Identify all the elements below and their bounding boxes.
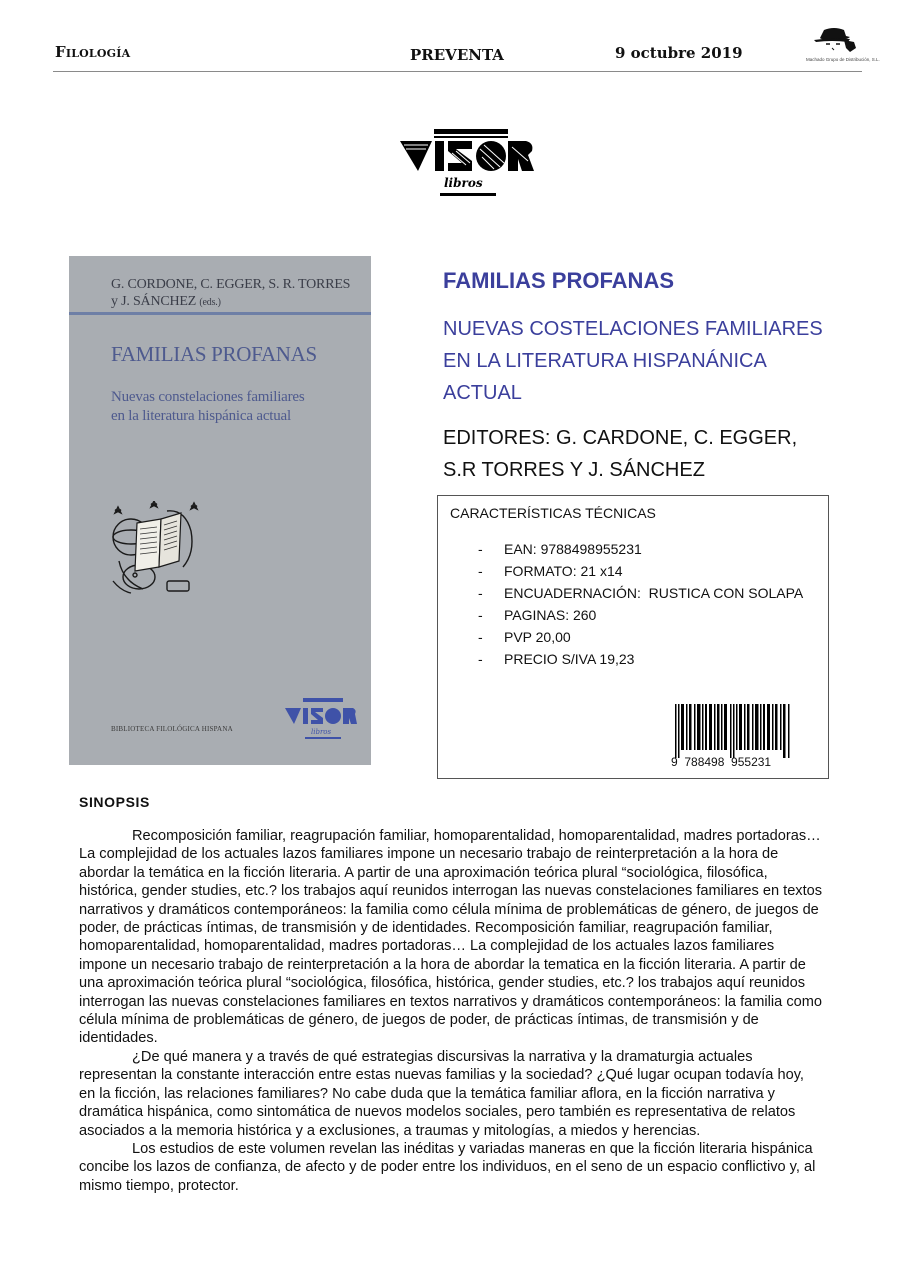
book-editors xyxy=(443,422,843,486)
cover-authors-eds: (eds.) xyxy=(199,297,221,308)
man-with-hat-logo-icon xyxy=(806,26,866,58)
specs-list xyxy=(478,538,803,670)
book-subtitle-line: NUEVAS COSTELACIONES FAMILIARES xyxy=(443,318,823,340)
cover-series-name: BIBLIOTECA FILOLÓGICA HISPANA xyxy=(111,725,233,733)
bullet-dash: - xyxy=(478,563,483,579)
visor-libros-logo xyxy=(400,127,534,201)
svg-text:libros: libros xyxy=(444,176,483,190)
book-subtitle-line: EN LA LITERATURA HISPANÁNICA xyxy=(443,350,767,372)
cover-title: FAMILIAS PROFANAS xyxy=(111,342,317,366)
synopsis-paragraph: Los estudios de este volumen revelan las inéditas y variadas maneras en que la ficción literaria hispánica concibe los lazos de confianza, de afecto y de poder entre los individuos, en el seno de un espacio conflictivo y, al mismo tiempo, protector. xyxy=(79,1140,816,1194)
synopsis-body xyxy=(79,827,824,1195)
distributor-caption: Machado Grupo de Distribución, S.L. xyxy=(806,57,880,62)
bullet-dash: - xyxy=(478,629,483,645)
header-status-label: PREVENTA xyxy=(410,46,504,64)
cover-authors xyxy=(111,276,350,311)
bullet-dash: - xyxy=(478,607,483,623)
cover-rule xyxy=(69,312,371,315)
visor-libros-logo-icon xyxy=(400,127,534,201)
book-subtitle xyxy=(443,313,843,409)
cover-subtitle-line1: Nuevas constelaciones familiares xyxy=(111,389,305,405)
spec-item-price-no-vat xyxy=(478,648,803,670)
synopsis-heading: SINOPSIS xyxy=(79,794,150,810)
spec-item-format xyxy=(478,560,803,582)
cover-visor-logo-icon xyxy=(285,696,357,742)
barcode-icon xyxy=(675,704,791,758)
bullet-dash: - xyxy=(478,541,483,557)
spec-item-binding xyxy=(478,582,803,604)
book-editors-line: EDITORES: G. CARDONE, C. EGGER, xyxy=(443,427,798,449)
barcode-digits: 9 788498 955231 xyxy=(671,755,772,769)
synopsis-paragraph: ¿De qué manera y a través de qué estrategias discursivas la narrativa y la dramaturgia actuales representan la constante interacción entre estas nuevas familias y la sociedad? ¿Qué lugar ocupan todavía hoy, en la ficción, las relaciones familiares? No cabe duda que la temática familiar aflora, en la ficción narrativa y dramática hispánica, como sintomática de nuevos modelos sociales, pero también es representativa de relatos asociados a la memoria histórica y a exclusiones, a traumas y mitologías, a miedos y herencias. xyxy=(79,1048,804,1139)
svg-text:libros: libros xyxy=(311,728,332,736)
book-emblem-icon xyxy=(109,501,205,601)
spec-text: ENCUADERNACIÓN: RUSTICA CON SOLAPA xyxy=(504,585,804,601)
bullet-dash: - xyxy=(478,651,483,667)
cover-subtitle-line2: en la literatura hispánica actual xyxy=(111,408,291,424)
spec-text: PAGINAS: 260 xyxy=(504,607,597,623)
book-cover-image xyxy=(69,256,371,765)
header-date: 9 octubre 2019 xyxy=(615,44,743,62)
book-subtitle-line: ACTUAL xyxy=(443,382,522,404)
specs-title: CARACTERÍSTICAS TÉCNICAS xyxy=(450,505,656,521)
bullet-dash: - xyxy=(478,585,483,601)
book-title: FAMILIAS PROFANAS xyxy=(443,268,675,293)
spec-item-ean xyxy=(478,538,803,560)
spec-item-pages xyxy=(478,604,803,626)
spec-text: PVP 20,00 xyxy=(504,629,571,645)
cover-authors-line2-text: y J. SÁNCHEZ xyxy=(111,294,197,309)
header-divider xyxy=(53,71,862,72)
spec-text: EAN: 9788498955231 xyxy=(504,541,642,557)
book-editors-line: S.R TORRES Y J. SÁNCHEZ xyxy=(443,459,705,481)
spec-text: PRECIO S/IVA 19,23 xyxy=(504,651,635,667)
cover-authors-line1: G. CORDONE, C. EGGER, S. R. TORRES xyxy=(111,277,351,292)
technical-specs-box xyxy=(437,495,829,779)
spec-text: FORMATO: 21 x14 xyxy=(504,563,623,579)
barcode xyxy=(671,704,793,768)
distributor-logo xyxy=(806,26,880,66)
cover-authors-line2 xyxy=(111,293,350,311)
header-section-label: Filología xyxy=(55,43,131,61)
synopsis-paragraph: Recomposición familiar, reagrupación familiar, homoparentalidad, homoparentalidad, madres portadoras… La complejidad de los actuales lazos familiares impone un necesario trabajo de reinterpretación a la hora de abordar la temática en la ficción literaria. A partir de una aproximación teórica plural “sociológica, filosófica, histórica, gender studies, etc.? los trabajos aquí reunidos interrogan las nuevas constelaciones familiares en textos narrativos y dramáticos contemporáneos: la familia como célula mínima de problemáticas de género, de juegos de poder, de prácticas íntimas, de transmisión y de identidades. Recomposición familiar, reagrupación familiar, homoparentalidad, homoparentalidad, madres portadoras… La complejidad de los actuales lazos familiares impone un necesario trabajo de reinterpretación a la hora de abordar la tematica en la ficción literaria. A partir de una aproximación teórica plural “sociológica, filosófica, histórica, gender studies, etc.? los trabajos aquí reunidos interrogan las nuevas constelaciones familiares en textos narrativos y dramáticos contemporáneos: la familia como célula mínima de problemáticas de género, de juegos de poder, de prácticas íntimas, de transmisión y de identidades. xyxy=(79,828,823,1047)
spec-item-pvp xyxy=(478,626,803,648)
cover-subtitle xyxy=(111,388,305,426)
